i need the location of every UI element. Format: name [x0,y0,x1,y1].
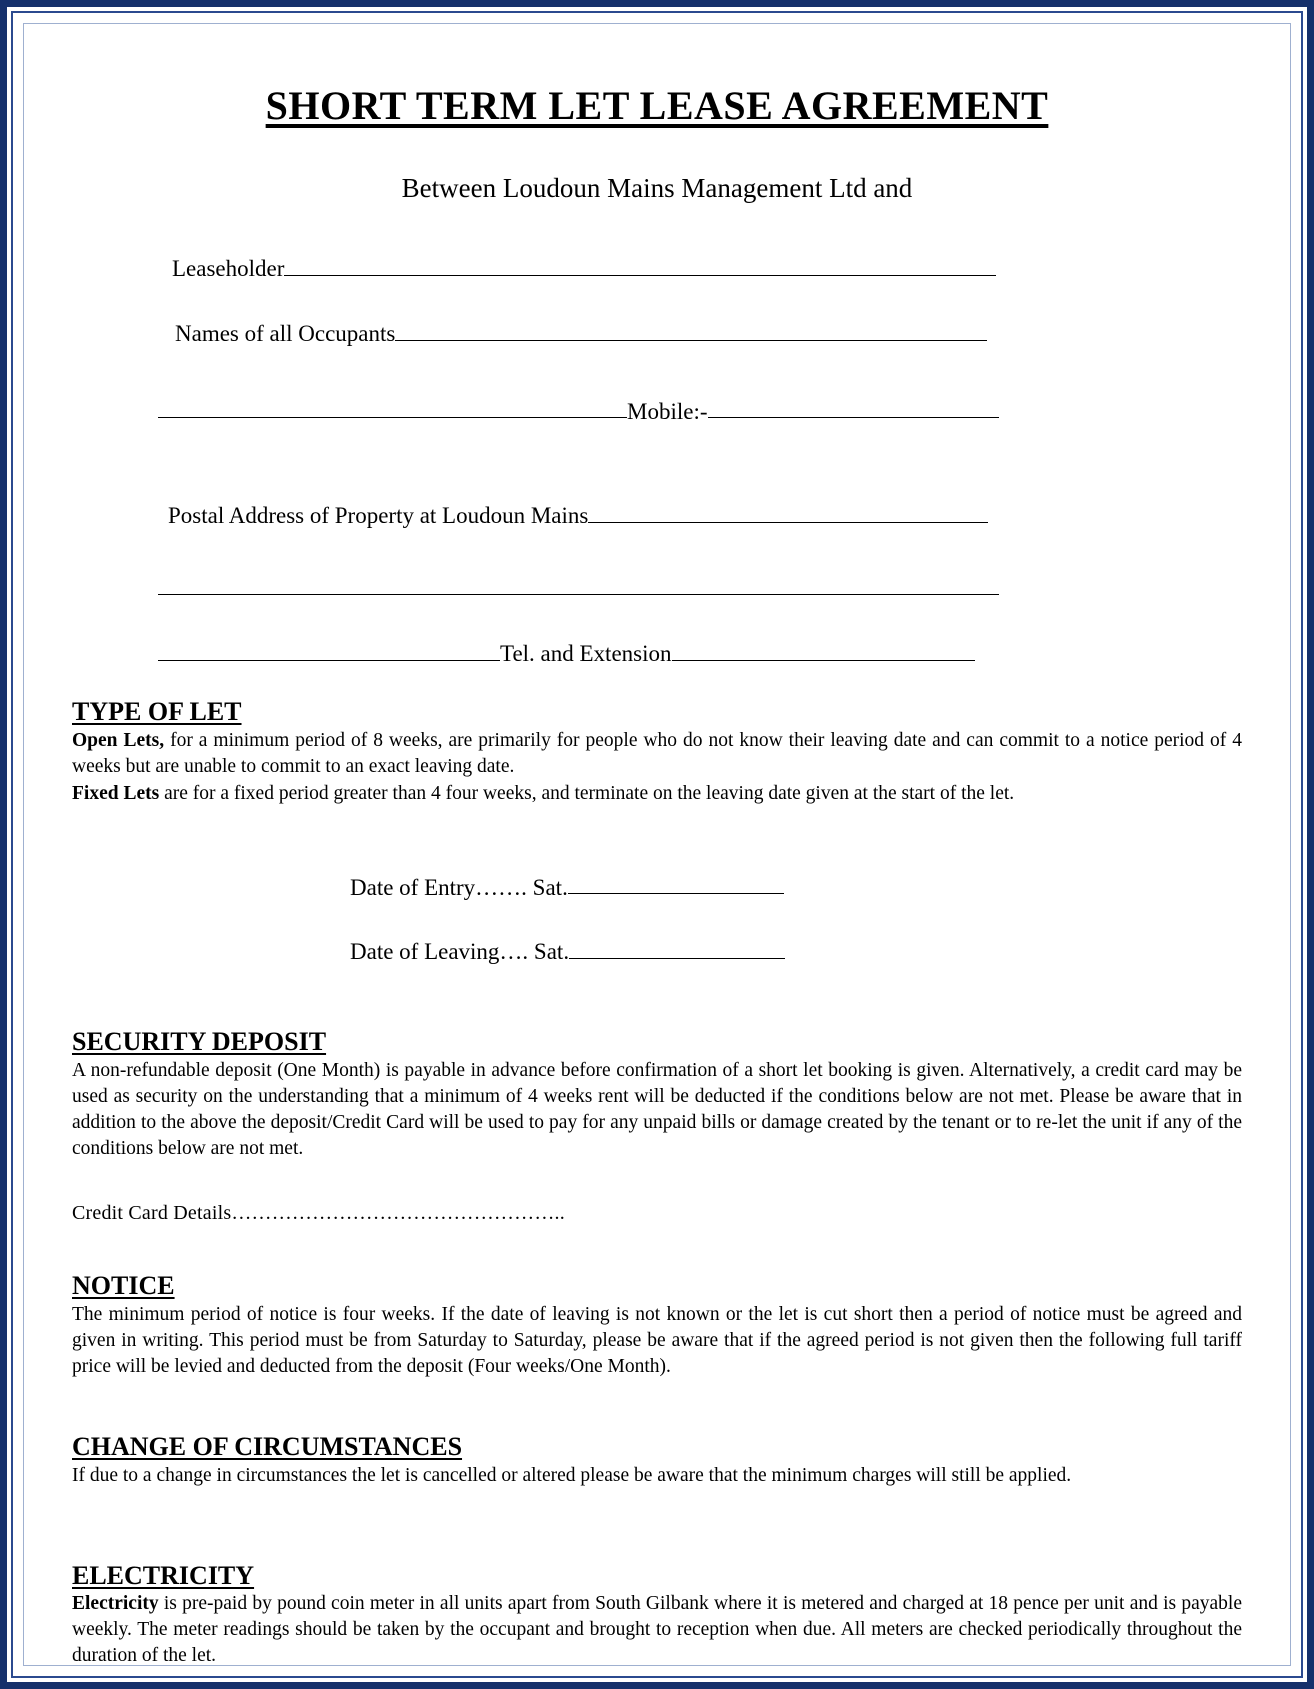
page-border-frame-inner [11,11,1303,1678]
section-security-deposit [72,1027,1242,1225]
paragraph-security-deposit: A non-refundable deposit (One Month) is payable in advance before confirmation of a short let booking is given. Alternatively, a credit card may be used as security on the understanding that a minimum of 4 weeks rent will be deducted if the conditions below are not met. Please be aware that in addition to the above the deposit/Credit Card will be used to pay for any unpaid bills or damage created by the tenant or to re-let the unit if any of the conditions below are not met. [72,1060,1242,1160]
field-date-of-leaving[interactable] [350,937,1242,965]
section-notice [72,1271,1242,1380]
field-occupants-label: Names of all Occupants [175,320,396,346]
field-date-of-leaving-blank[interactable] [569,937,785,959]
section-heading-notice: NOTICE [72,1271,175,1301]
field-postal-address-label: Postal Address of Property at Loudoun Mains [168,503,589,529]
electricity-lead-label: Electricity [72,1593,159,1615]
section-heading-change-of-circumstances: CHANGE OF CIRCUMSTANCES [72,1431,463,1461]
section-type-of-let [72,697,1242,807]
page-canvas [23,23,1291,1666]
paragraph-notice: The minimum period of notice is four weeks. If the date of leaving is not known or the let is cut short then a period of notice must be agreed and given in writing. This period must be from Saturday to Saturday, please be aware that if the agreed period is not given then the following full tariff price will be levied and deducted from the deposit (Four weeks/One Month). [72,1303,1242,1377]
field-leaseholder-blank[interactable] [284,254,996,276]
paragraph-change-of-circumstances: If due to a change in circumstances the let is cancelled or altered please be aware that the minimum charges will still be applied. [72,1464,1072,1486]
field-telephone-blank[interactable] [158,639,500,661]
field-occupants[interactable] [175,319,1242,349]
document-body [24,24,1290,1665]
field-occupants-blank[interactable] [395,319,987,341]
dates-block [72,873,1242,966]
field-date-of-entry[interactable] [350,873,1242,901]
section-heading-electricity: ELECTRICITY [72,1560,255,1590]
field-date-of-leaving-label: Date of Leaving…. Sat. [350,938,570,964]
section-heading-type-of-let: TYPE OF LET [72,696,242,726]
field-postal-address[interactable] [168,501,1242,531]
open-lets-label: Open Lets, [72,729,165,751]
field-telephone-label: Tel. and Extension [500,641,672,667]
field-mobile-row[interactable] [158,397,1242,427]
field-date-of-entry-label: Date of Entry……. Sat. [350,874,568,900]
field-telephone-row[interactable] [158,639,1242,669]
field-contact-blank[interactable] [158,397,627,419]
paragraph-open-lets [72,728,1242,780]
paragraph-electricity [72,1591,1242,1666]
field-extension-blank[interactable] [672,639,975,661]
field-leaseholder[interactable] [172,254,1242,284]
section-heading-security-deposit: SECURITY DEPOSIT [72,1027,327,1057]
page-title: SHORT TERM LET LEASE AGREEMENT [265,83,1049,128]
section-change-of-circumstances [72,1432,1242,1489]
fixed-lets-label: Fixed Lets [72,782,160,804]
field-leaseholder-label: Leaseholder [172,256,285,282]
document-subtitle: Between Loudoun Mains Management Ltd and [401,173,913,203]
open-lets-text: for a minimum period of 8 weeks, are primarily for people who do not know their leaving date and can commit to a notice period of 4 weeks but are unable to commit to an exact leaving date. [72,729,1242,777]
field-mobile-blank[interactable] [708,397,999,419]
electricity-text: is pre-paid by pound coin meter in all units apart from South Gilbank where it is metered and charged at 18 pence per unit and is payable weekly. The meter readings should be taken by the occupant and brought to reception when due. All meters are checked periodically throughout the duration of the let. [72,1593,1242,1666]
field-address-line-2-blank[interactable] [158,573,999,595]
field-address-line-2[interactable] [158,573,1242,603]
paragraph-fixed-lets [72,781,1242,807]
field-postal-address-blank[interactable] [588,501,988,523]
field-mobile-label: Mobile:- [627,398,708,424]
field-credit-card-details[interactable]: Credit Card Details………………………………………….. [72,1202,565,1225]
fixed-lets-text: are for a fixed period greater than 4 four weeks, and terminate on the leaving date given at the start of the let. [159,782,1015,804]
field-date-of-entry-blank[interactable] [568,873,784,895]
section-electricity [72,1561,1242,1666]
